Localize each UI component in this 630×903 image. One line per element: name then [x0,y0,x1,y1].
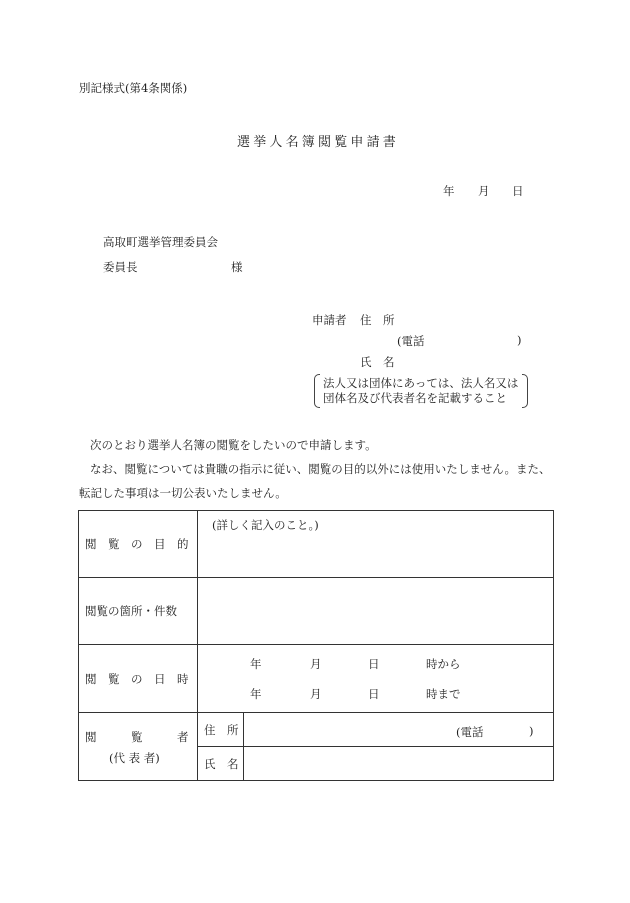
applicant-note-bracket [314,374,528,406]
date-day-label: 日 [512,184,524,198]
addressee-honorific: 様 [231,260,243,274]
to-day: 日 [368,687,380,701]
applicant-note-line1: 法人又は団体にあっては、法人名又は [323,376,519,390]
to-month: 月 [310,687,322,701]
body-line3: 転記した事項は一切公表いたしません。 [79,486,287,500]
applicant-label: 申請者 [312,313,347,327]
purpose-hint: (詳しく記入のこと。) [212,518,319,532]
date-year-label: 年 [443,184,455,198]
purpose-label: 閲 覧 の 目 的 [79,511,198,578]
viewer-sub-label: (代 表 者) [109,751,160,765]
location-label: 閲覧の箇所・件数 [79,578,198,645]
datetime-row [79,645,554,713]
date-month-label: 月 [478,184,490,198]
left-bracket [314,374,320,408]
form-reference: 別記様式(第4条関係) [79,81,188,95]
to-suffix: 時まで [426,687,461,701]
applicant-name-label: 氏 名 [360,355,395,369]
viewer-address-label: 住 所 [198,713,244,747]
body-line1: 次のとおり選挙人名簿の閲覧をしたいので申請します。 [90,438,377,452]
location-field[interactable] [198,578,554,645]
viewer-name-label: 氏 名 [198,747,244,781]
viewer-address-row [79,713,554,747]
purpose-row [79,511,554,578]
addressee-org: 高取町選挙管理委員会 [103,235,218,249]
viewer-phone-open: (電話 [456,725,484,739]
from-day: 日 [368,657,380,671]
applicant-phone-open: (電話 [397,334,425,348]
applicant-phone-close: ) [517,333,522,347]
viewer-label: 閲 覧 者 [85,730,189,744]
from-year: 年 [250,657,262,671]
body-line2: なお、閲覧については貴職の指示に従い、閲覧の目的以外には使用いたしません。また、 [90,462,551,476]
datetime-field[interactable] [198,645,554,713]
right-bracket [522,374,528,408]
viewer-phone-close: ) [529,724,534,738]
purpose-field[interactable] [198,511,554,578]
to-year: 年 [250,687,262,701]
from-suffix: 時から [426,657,461,671]
datetime-label: 閲 覧 の 日 時 [79,645,198,713]
addressee-chair: 委員長 [103,260,138,274]
location-row [79,578,554,645]
from-month: 月 [310,657,322,671]
application-table [78,510,554,781]
applicant-address-label: 住 所 [360,313,395,327]
applicant-note-line2: 団体名及び代表者名を記載すること [323,391,507,405]
viewer-label-cell [79,713,198,781]
viewer-address-field[interactable] [244,713,554,747]
document-title: 選挙人名簿閲覧申請書 [237,135,400,150]
viewer-name-field[interactable] [244,747,554,781]
